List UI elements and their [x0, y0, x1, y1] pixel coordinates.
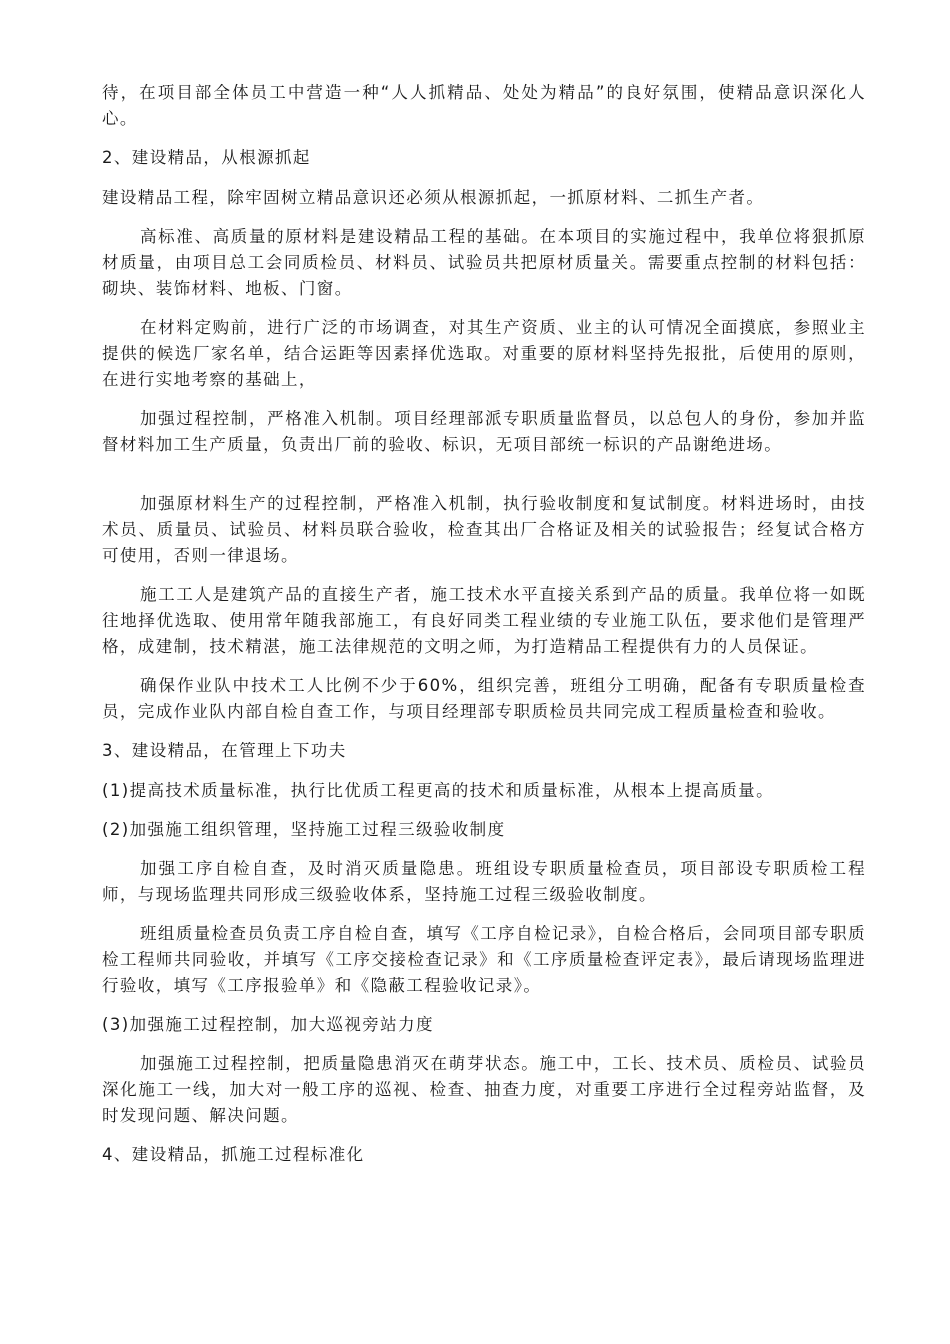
- paragraph: 班组质量检查员负责工序自检自查，填写《工序自检记录》，自检合格后，会同项目部专职质检工程师共同验收，并填写《工序交接检查记录》和《工序质量检查评定表》，最后请现场监理进行验收，填写《工序报验单》和《隐蔽工程验收记录》。: [102, 924, 866, 995]
- paragraph: 建设精品工程，除牢固树立精品意识还必须从根源抓起，一抓原材料、二抓生产者。: [102, 188, 765, 207]
- document-page: [102, 80, 866, 1182]
- numbered-item: (2)加强施工组织管理，坚持施工过程三级验收制度: [102, 820, 506, 839]
- paragraph: 在材料定购前，进行广泛的市场调查，对其生产资质、业主的认可情况全面摸底，参照业主提供的候选厂家名单，结合运距等因素择优选取。对重要的原材料坚持先报批，后使用的原则，在进行实地考察的基础上，: [102, 318, 866, 389]
- paragraph: 加强工序自检自查，及时消灭质量隐患。班组设专职质量检查员，项目部设专职质检工程师，与现场监理共同形成三级验收体系，坚持施工过程三级验收制度。: [102, 859, 866, 904]
- paragraph: 施工工人是建筑产品的直接生产者，施工技术水平直接关系到产品的质量。我单位将一如既往地择优选取、使用常年随我部施工，有良好同类工程业绩的专业施工队伍，要求他们是管理严格，成建制，技术精湛，施工法律规范的文明之师，为打造精品工程提供有力的人员保证。: [102, 585, 866, 656]
- paragraph: 高标准、高质量的原材料是建设精品工程的基础。在本项目的实施过程中，我单位将狠抓原材质量，由项目总工会同质检员、材料员、试验员共把原材质量关。需要重点控制的材料包括：砌块、装饰材料、地板、门窗。: [102, 227, 866, 298]
- numbered-item: (3)加强施工过程控制，加大巡视旁站力度: [102, 1015, 434, 1034]
- paragraph: 加强过程控制，严格准入机制。项目经理部派专职质量监督员，以总包人的身份，参加并监督材料加工生产质量，负责出厂前的验收、标识，无项目部统一标识的产品谢绝进场。: [102, 409, 866, 454]
- paragraph: 加强原材料生产的过程控制，严格准入机制，执行验收制度和复试制度。材料进场时，由技术员、质量员、试验员、材料员联合验收，检查其出厂合格证及相关的试验报告；经复试合格方可使用，否则一律退场。: [102, 494, 866, 565]
- paragraph: 待，在项目部全体员工中营造一种“人人抓精品、处处为精品”的良好氛围，使精品意识深化人心。: [102, 83, 866, 128]
- section-heading: 2、建设精品，从根源抓起: [102, 148, 311, 167]
- paragraph: 确保作业队中技术工人比例不少于60%，组织完善，班组分工明确，配备有专职质量检查员，完成作业队内部自检自查工作，与项目经理部专职质检员共同完成工程质量检查和验收。: [102, 676, 866, 721]
- numbered-item: (1)提高技术质量标准，执行比优质工程更高的技术和质量标准，从根本上提高质量。: [102, 781, 774, 800]
- section-heading: 4、建设精品，抓施工过程标准化: [102, 1145, 365, 1164]
- paragraph: 加强施工过程控制，把质量隐患消灭在萌芽状态。施工中，工长、技术员、质检员、试验员深化施工一线，加大对一般工序的巡视、检查、抽查力度，对重要工序进行全过程旁站监督，及时发现问题、解决问题。: [102, 1054, 866, 1125]
- paragraph-gap: [102, 471, 866, 491]
- section-heading: 3、建设精品，在管理上下功夫: [102, 741, 347, 760]
